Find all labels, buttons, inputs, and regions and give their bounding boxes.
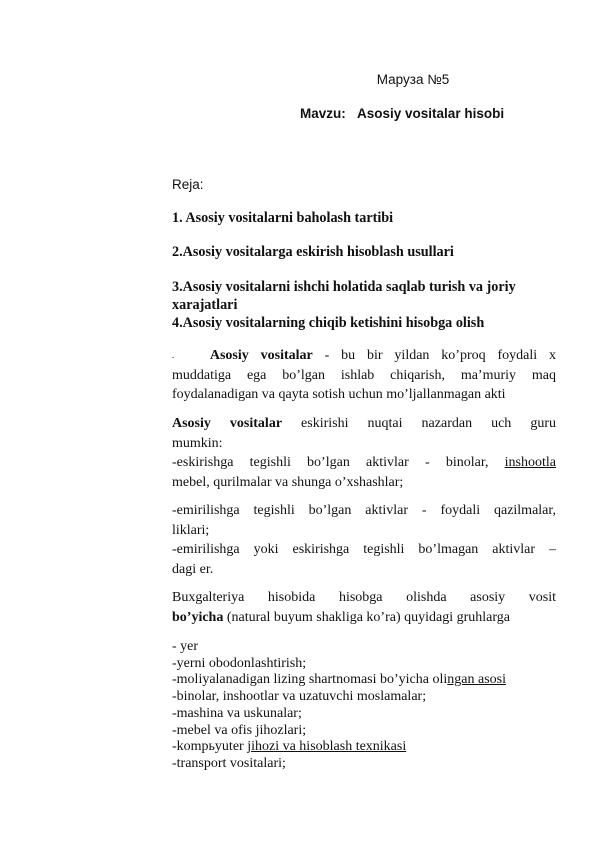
definition-line-3: foydalanadigan va qayta sotish uchun mo’ljallanmagan akti — [172, 387, 506, 402]
groups-line-8: dagi er. — [172, 561, 214, 577]
groups-line-2: mumkin: — [172, 435, 223, 451]
bullet-dot: . — [172, 350, 175, 361]
list-item: - yer — [172, 639, 199, 654]
list-item: -mebel va ofis jihozlari; — [172, 722, 307, 738]
definition-paragraph — [172, 346, 556, 405]
list-item: -transport vositalari; — [172, 755, 286, 771]
accounting-line-1: Buxgalteriya hisobida hisobga olishda asosiy vosit — [172, 590, 556, 605]
accounting-term: bo’yicha — [172, 609, 224, 625]
plan-item-2: 2.Asosiy vositalarga eskirish hisoblash usullari — [172, 244, 454, 260]
groups-term: Asosiy vositalar — [172, 416, 283, 431]
topic-text: Asosiy vositalar hisobi — [357, 106, 505, 121]
accounting-paragraph — [172, 588, 556, 627]
groups-line-3: -eskirishga tegishli bo’lgan aktivlar - binolar, inshootla — [172, 455, 556, 470]
groups-line-6: liklari; — [172, 522, 210, 538]
plan-item-3: 3.Asosiy vositalarni ishchi holatida saqlab turish va joriy — [172, 279, 516, 295]
groups-line-1: Asosiy vositalar eskirishi nuqtai nazardan uch guru — [172, 416, 556, 431]
list-item: -yerni obodonlashtirish; — [172, 655, 307, 671]
topic-label: Mavzu: — [300, 106, 346, 121]
lecture-title: Маруза №5 — [376, 72, 450, 87]
groups-line-7: -emirilishga yoki eskirishga tegishli bo’lmagan aktivlar – — [172, 542, 556, 557]
list-item: -mashina va uskunalar; — [172, 705, 302, 721]
plan-heading: Reja: — [172, 177, 204, 192]
groups-line-4: mebel, qurilmalar va shunga o’xshashlar; — [172, 474, 404, 490]
groups-line-5: -emirilishga tegishli bo’lgan aktivlar - foydali qazilmalar, — [172, 503, 556, 518]
list-item: -moliyalanadigan lizing shartnomasi bo’yicha olingan asosi — [172, 672, 506, 688]
definition-line-1: . Asosiy vositalar - bu bir yildan ko’proq foydali x — [172, 348, 556, 363]
plan-item-1: 1. Asosiy vositalarni baholash tartibi — [172, 210, 394, 226]
groups-paragraph — [172, 414, 556, 579]
plan-item-3-cont: xarajatlari — [172, 297, 238, 313]
asset-groups-list — [172, 639, 556, 773]
list-item: -kompьyuter jihozi va hisoblash texnikasi — [172, 739, 407, 755]
plan-item-4: 4.Asosiy vositalarning chiqib ketishini hisobga olish — [172, 315, 485, 331]
list-item: -binolar, inshootlar va uzatuvchi moslamalar; — [172, 689, 427, 705]
definition-term: Asosiy vositalar — [209, 348, 313, 363]
accounting-line-2: bo’yicha (natural buyum shakliga ko’ra) quyidagi gruhlarga — [172, 609, 511, 625]
definition-line-2: muddatiga ega bo’lgan ishlab chiqarish, ma’muriy maq — [172, 367, 556, 383]
